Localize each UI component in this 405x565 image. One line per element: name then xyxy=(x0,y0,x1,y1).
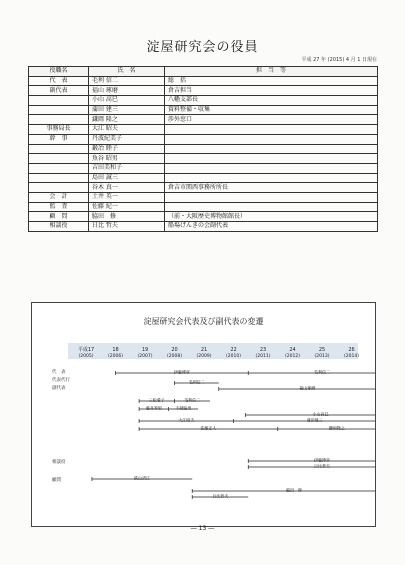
table-row xyxy=(29,144,378,154)
cell-duty xyxy=(165,144,378,154)
table-row xyxy=(29,202,378,212)
row-label: 代 表 xyxy=(52,370,66,375)
timeline-name: 伊藤博章 xyxy=(173,369,190,375)
axis-year-sub: (2008) xyxy=(167,354,182,359)
cell-name: 鍛冶 睦子 xyxy=(89,144,165,154)
cell-role: 相談役 xyxy=(29,222,89,232)
axis-year-sub: (2011) xyxy=(255,354,271,359)
timeline-name: 福山琢磨 xyxy=(299,385,316,391)
table-row xyxy=(29,173,378,183)
cell-duty: 総 括 xyxy=(165,76,378,86)
axis-year-sub: (2014) xyxy=(344,354,359,359)
cell-role xyxy=(29,154,89,164)
axis-year-sub: (2007) xyxy=(137,354,153,359)
cell-duty xyxy=(165,154,378,164)
table-row xyxy=(29,115,378,125)
cell-name: 谷木 真一 xyxy=(89,183,165,193)
cell-duty xyxy=(165,125,378,135)
cell-duty xyxy=(165,192,378,202)
page-title: 淀屋研究会の役員 xyxy=(146,40,259,55)
axis-year-label: 平成17 xyxy=(77,347,95,353)
table-row xyxy=(29,192,378,202)
table-row xyxy=(29,105,378,115)
cell-name: 魚谷 昭男 xyxy=(89,154,165,164)
axis-year-label: 22 xyxy=(230,347,237,353)
cell-name: 脇田 修 xyxy=(89,212,165,222)
cell-role xyxy=(29,115,89,125)
cell-duty: 資料整備・収集 xyxy=(165,105,378,115)
cell-role: 会 計 xyxy=(29,192,89,202)
page-number: ― 13 ― xyxy=(190,525,215,532)
timeline-name: 不破聡男 xyxy=(175,405,192,411)
cell-role: 幹 事 xyxy=(29,134,89,144)
cell-name: 福山 琢磨 xyxy=(89,86,165,96)
axis-year-label: 25 xyxy=(318,347,326,353)
timeline-name: 大江昭夫 xyxy=(178,417,195,423)
row-label: 顧問 xyxy=(52,478,61,483)
cell-role xyxy=(29,144,89,154)
table-row xyxy=(29,183,378,193)
axis-year-sub: (2009) xyxy=(196,354,212,359)
timeline-name: 三松愛子 xyxy=(148,397,165,403)
cell-role xyxy=(29,105,89,115)
axis-year-label: 18 xyxy=(112,347,119,353)
header-name: 氏 名 xyxy=(89,67,165,77)
timeline-name: 脇田 修 xyxy=(285,487,302,493)
cell-name: 日比 哲夫 xyxy=(89,222,165,232)
cell-name: 丹波紀美子 xyxy=(89,134,165,144)
cell-name: 大江 昭夫 xyxy=(89,125,165,135)
cell-role xyxy=(29,163,89,173)
cell-name: 佐藤 紀一 xyxy=(89,202,165,212)
table-row xyxy=(29,212,378,222)
timeline-name: 蒲田建三 xyxy=(306,417,323,423)
timeline-name: 鎌岡隆之 xyxy=(328,425,345,431)
cell-name: 小山 高巳 xyxy=(89,96,165,106)
table-header-row xyxy=(29,67,378,77)
timeline-name: 毛利信二 xyxy=(184,397,201,403)
timeline-name: 藤井秀昭 xyxy=(145,405,162,411)
cell-duty: 倉吉市関西事務所所長 xyxy=(165,183,378,193)
cell-role xyxy=(29,96,89,106)
table-row xyxy=(29,125,378,135)
cell-duty xyxy=(165,173,378,183)
cell-name: 吉田美和子 xyxy=(89,163,165,173)
cell-duty: （前・大阪歴史博物館館長） xyxy=(165,212,378,222)
table-row xyxy=(29,76,378,86)
row-label: 代表代行 xyxy=(52,378,70,383)
timeline-name: 毛利信二 xyxy=(314,369,330,375)
timeline-name: 日比哲夫 xyxy=(212,493,229,499)
axis-year-label: 19 xyxy=(141,347,149,353)
cell-role: 事務局長 xyxy=(29,125,89,135)
row-label: 副代表 xyxy=(52,386,66,391)
timeline-name: 毛利信二 xyxy=(188,379,205,385)
axis-year-sub: (2005) xyxy=(78,354,94,359)
axis-year-label: 24 xyxy=(289,347,296,353)
table-row xyxy=(29,154,378,164)
table-row xyxy=(29,163,378,173)
chart-title: 淀屋研究会代表及び副代表の変遷 xyxy=(143,317,264,326)
cell-duty xyxy=(165,163,378,173)
officers-table xyxy=(28,66,378,232)
axis-year-sub: (2012) xyxy=(285,354,300,359)
cell-role: 代 表 xyxy=(29,76,89,86)
cell-duty: 渉外窓口 xyxy=(165,115,378,125)
cell-name: 蒲田 建三 xyxy=(89,105,165,115)
cell-name: 鎌岡 隆之 xyxy=(89,115,165,125)
timeline-name: 佐藤正人 xyxy=(200,425,217,431)
axis-year-label: 20 xyxy=(171,347,178,353)
timeline-name: 伊藤博章 xyxy=(314,457,330,463)
cell-role xyxy=(29,183,89,193)
timeline-chart xyxy=(31,302,376,527)
header-role: 役職名 xyxy=(29,67,89,77)
cell-name: 土井 英一 xyxy=(89,192,165,202)
axis-year-sub: (2010) xyxy=(226,354,241,359)
header-duty: 担 当 等 xyxy=(165,67,378,77)
cell-name: 島田 誠三 xyxy=(89,173,165,183)
axis-year-label: 26 xyxy=(348,347,355,353)
table-row xyxy=(29,96,378,106)
date-note: 平成 27 年 (2015) 4 月 1 日現在 xyxy=(301,57,377,63)
table-row xyxy=(29,86,378,96)
cell-duty: 八幡支部長 xyxy=(165,96,378,106)
cell-duty: 船場げんきの会副代表 xyxy=(165,222,378,232)
cell-role xyxy=(29,173,89,183)
cell-name: 毛利 信二 xyxy=(89,76,165,86)
timeline-svg xyxy=(32,303,375,526)
cell-duty xyxy=(165,134,378,144)
table-row xyxy=(29,222,378,232)
cell-role: 副代表 xyxy=(29,86,89,96)
row-label: 相談役 xyxy=(52,460,66,465)
table-row xyxy=(29,134,378,144)
cell-role: 監 査 xyxy=(29,202,89,212)
cell-duty: 倉吉担当 xyxy=(165,86,378,96)
timeline-name: 日比哲夫 xyxy=(314,463,330,469)
cell-duty xyxy=(165,202,378,212)
axis-year-sub: (2013) xyxy=(314,354,330,359)
timeline-name: 小山高巳 xyxy=(312,411,329,417)
cell-role: 顧 問 xyxy=(29,212,89,222)
axis-year-label: 23 xyxy=(259,347,267,353)
timeline-name: 鉄山清江 xyxy=(134,475,151,481)
axis-year-sub: (2006) xyxy=(108,354,123,359)
axis-year-label: 21 xyxy=(200,347,208,353)
